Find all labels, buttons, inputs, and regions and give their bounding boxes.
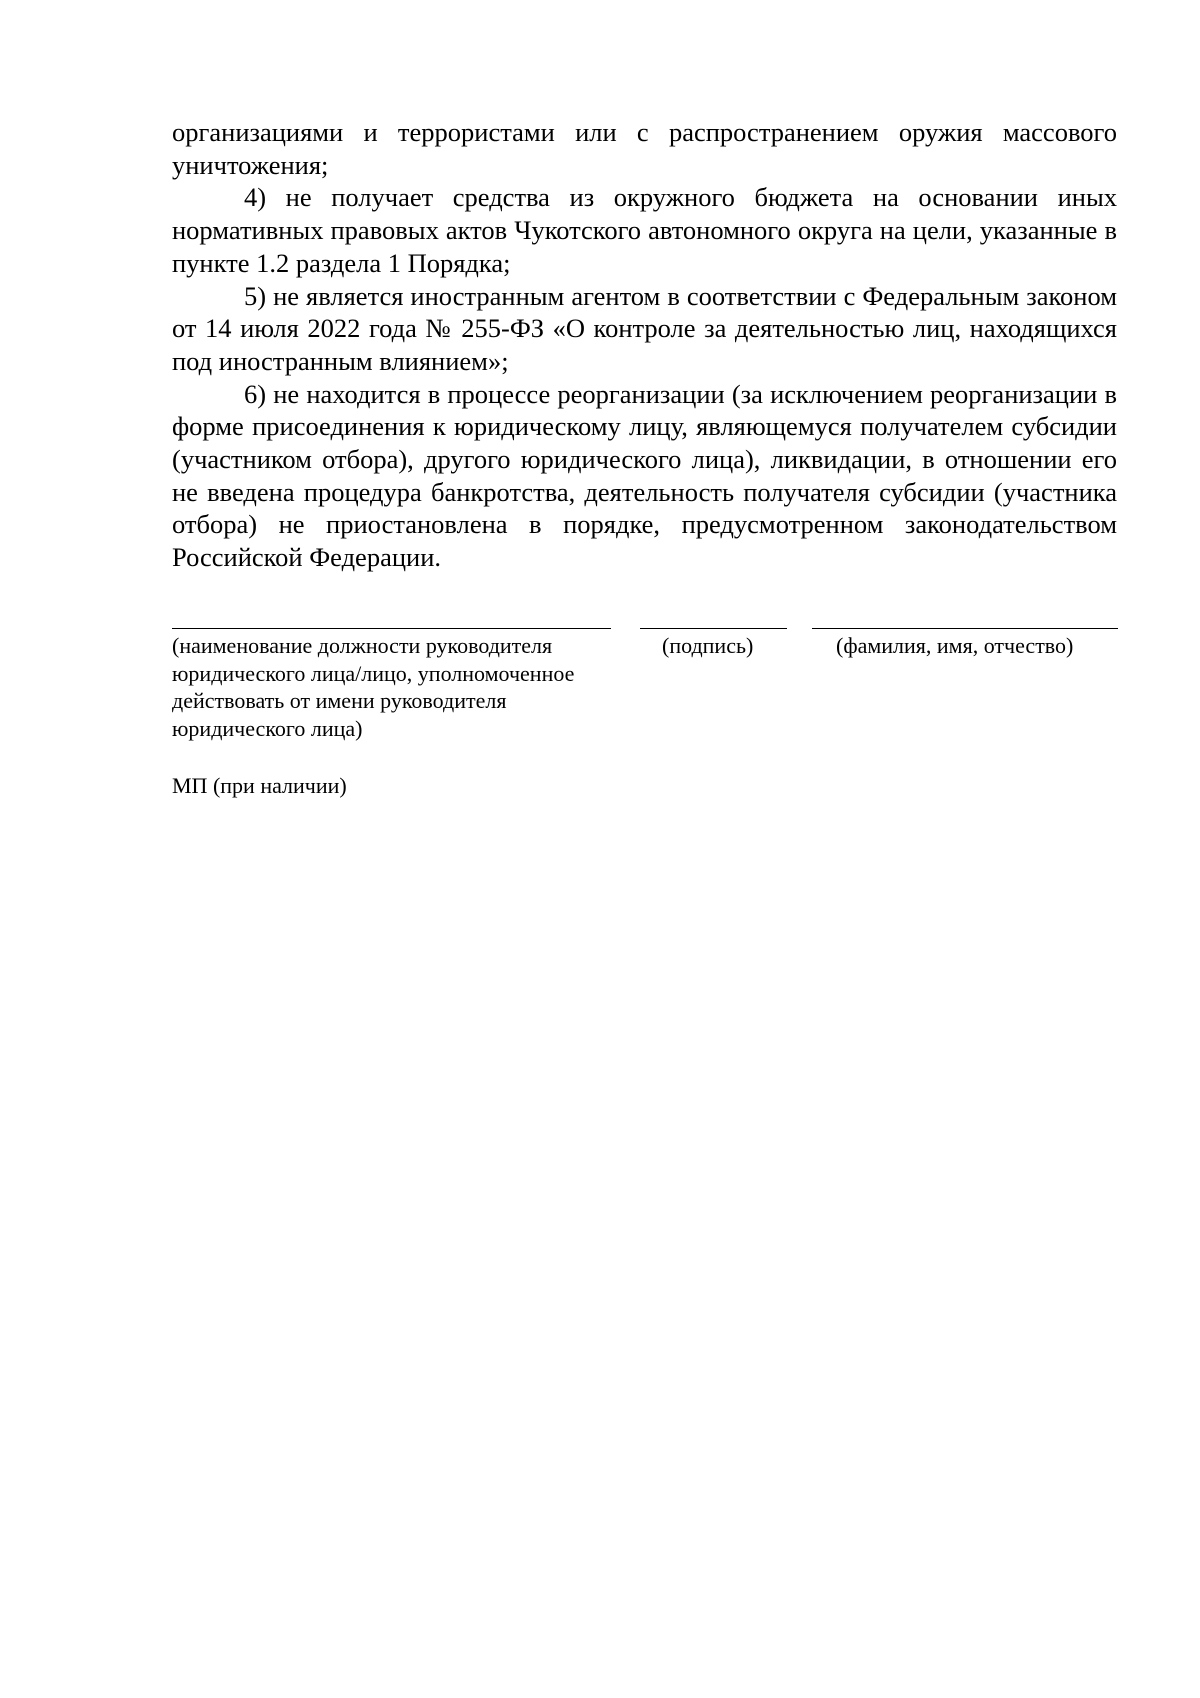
paragraph-item-5: 5) не является иностранным агентом в соответствии с Федеральным законом от 14 июля 2022 года № 255-ФЗ «О контроле за деятельностью лиц, находящихся под иностранным влиянием»; xyxy=(172,280,1117,376)
document-body xyxy=(172,116,1117,574)
position-signature-line xyxy=(172,628,611,629)
signature-line xyxy=(640,628,787,629)
paragraph-continuation: организациями и террористами или с распространением оружия массового уничтожения; xyxy=(172,117,1117,180)
stamp-note: МП (при наличии) xyxy=(172,773,347,798)
full-name-line xyxy=(812,628,1118,629)
position-caption xyxy=(172,632,574,742)
position-caption-line: (наименование должности руководителя xyxy=(172,633,553,658)
position-caption-line: юридического лица/лицо, уполномоченное xyxy=(172,660,575,686)
full-name-caption: (фамилия, имя, отчество) xyxy=(836,633,1074,658)
position-caption-line: действовать от имени руководителя xyxy=(172,688,507,713)
paragraph-item-4: 4) не получает средства из окружного бюджета на основании иных нормативных правовых актов Чукотского автономного округа на цели, указанные в пункте 1.2 раздела 1 Порядка; xyxy=(172,182,1117,278)
position-caption-line: юридического лица) xyxy=(172,715,363,741)
signature-caption: (подпись) xyxy=(662,633,754,658)
paragraph-item-6: 6) не находится в процессе реорганизации (за исключением реорганизации в форме присоединения к юридическому лицу, являющемуся получателем субсидии (участником отбора), другого юридического лица), ликвидации, в отношении его не введена процедура банкротства, деятельность получателя субсидии (участника отбора) не приостановлена в порядке, предусмотренном законодательством Российской Федерации. xyxy=(172,378,1117,573)
